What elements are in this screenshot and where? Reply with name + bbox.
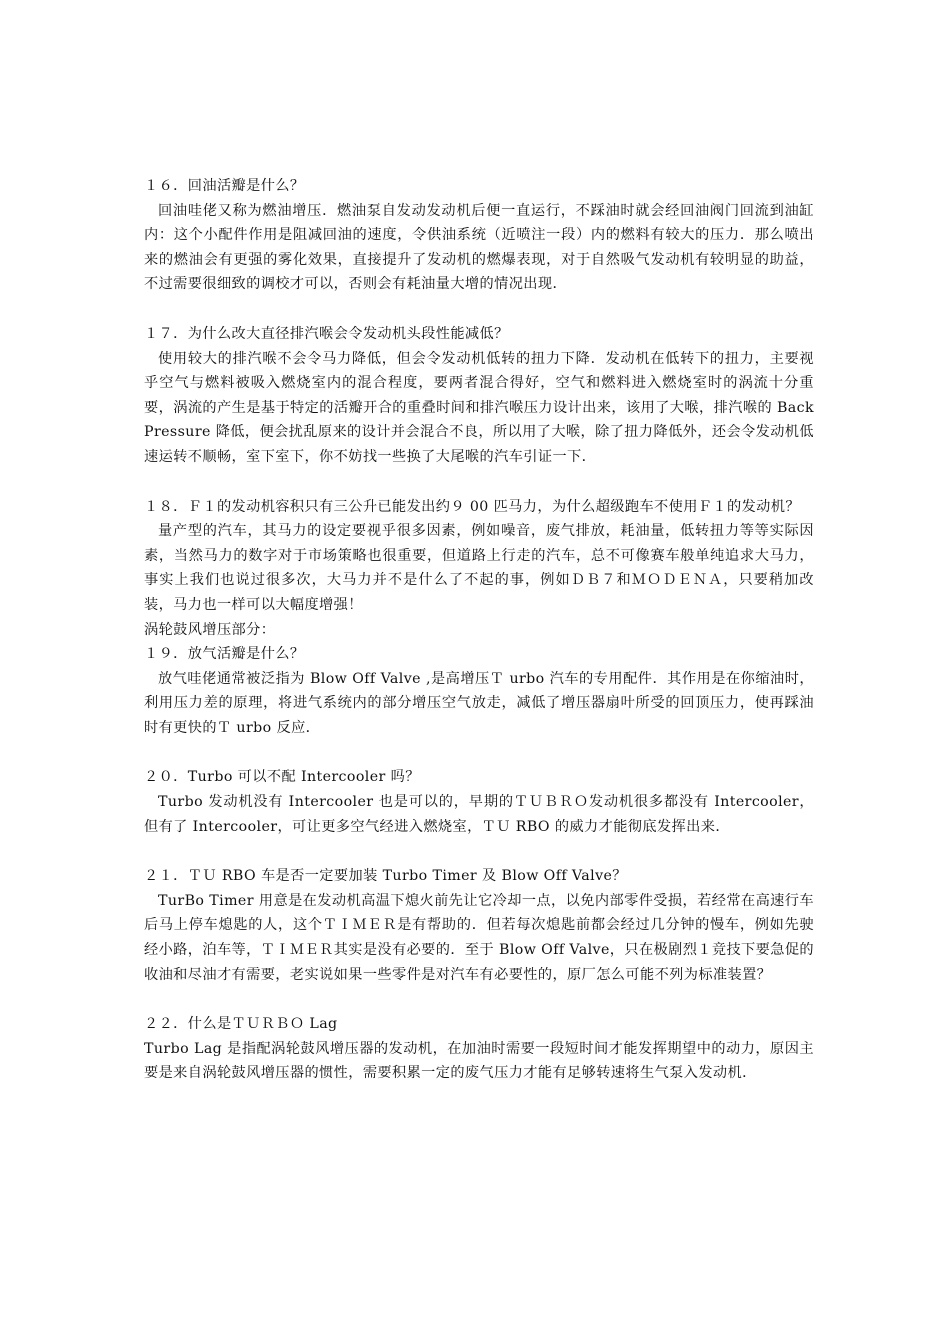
question-22: ２２．什么是ＴＵＲＢＯ Lag bbox=[144, 1016, 338, 1033]
question-19: １９．放气活瓣是什么？ bbox=[144, 646, 305, 663]
section-spacer bbox=[144, 987, 814, 1012]
section-20 bbox=[144, 765, 814, 839]
answer-16: 回油哇佬又称为燃油增压．燃油泵自发动发动机后便一直运行，不踩油时就会经回油阀门回流到油缸内：这个小配件作用是阻减回油的速度，令供油系统（近喷注一段）内的燃料有较大的压力．那么喷出来的燃油会有更强的雾化效果，直接提升了发动机的燃爆表现，对于自然吸气发动机有较明显的助益，不过需要很细致的调校才可以，否则会有耗油量大增的情况出现． bbox=[144, 202, 814, 293]
section-19 bbox=[144, 642, 814, 740]
document-page bbox=[144, 174, 814, 1086]
question-16: １６．回油活瓣是什么？ bbox=[144, 178, 305, 194]
answer-19: 放气哇佬通常被泛指为 Blow Off Valve ,是高增压Ｔ urbo 汽车的专用配件．其作用是在你缩油时，利用压力差的原理，将进气系统内的部分增压空气放走，减低了增压器扇叶所受的回顶压力，使再踩油时有更快的Ｔ urbo 反应． bbox=[144, 670, 814, 736]
answer-21: TurBo Timer 用意是在发动机高温下熄火前先让它冷却一点，以免内部零件受损，若经常在高速行车后马上停车熄匙的人，这个ＴＩＭＥＲ是有帮助的．但若每次熄匙前都会经过几分钟的慢车，例如先驶经小路，泊车等，ＴＩＭＥＲ其实是没有必要的．至于 Blow Off Valve，只在极剧烈１竞技下要急促的收油和尽油才有需要，老实说如果一些零件是对汽车有必要性的，原厂怎么可能不列为标准装置？ bbox=[144, 892, 814, 983]
section-spacer bbox=[144, 297, 814, 322]
question-18: １８．Ｆ１的发动机容积只有三公升已能发出约９ 00 匹马力，为什么超级跑车不使用Ｆ１的发动机？ bbox=[144, 498, 800, 515]
section-spacer bbox=[144, 839, 814, 864]
section-16 bbox=[144, 174, 814, 297]
section-spacer bbox=[144, 740, 814, 765]
section-21 bbox=[144, 864, 814, 987]
answer-18: 量产型的汽车，其马力的设定要视乎很多因素，例如噪音，废气排放，耗油量，低转扭力等等实际因素，当然马力的数字对于市场策略也很重要，但道路上行走的汽车，总不可像赛车般单纯追求大马力，事实上我们也说过很多次，大马力并不是什么了不起的事，例如ＤＢ７和ＭＯＤＥＮＡ，只要稍加改装，马力也一样可以大幅度增强！ bbox=[144, 523, 814, 613]
subsection-heading-turbo: 涡轮鼓风增压部分： bbox=[144, 621, 276, 638]
answer-22: Turbo Lag 是指配涡轮鼓风增压器的发动机，在加油时需要一段短时间才能发挥期望中的动力，原因主要是来自涡轮鼓风增压器的惯性，需要积累一定的废气压力才能有足够转速将生气泵入发动机． bbox=[144, 1040, 814, 1082]
section-17 bbox=[144, 322, 814, 470]
section-22 bbox=[144, 1012, 814, 1086]
question-20: ２０．Turbo 可以不配 Intercooler 吗？ bbox=[144, 769, 420, 786]
question-21: ２１．ＴＵ RBO 车是否一定要加装 Turbo Timer 及 Blow Off Valve？ bbox=[144, 868, 627, 885]
question-17: １７．为什么改大直径排汽喉会令发动机头段性能减低？ bbox=[144, 325, 509, 342]
section-18 bbox=[144, 495, 814, 643]
answer-20: Turbo 发动机没有 Intercooler 也是可以的，早期的ＴＵＢＲＯ发动机很多都没有 Intercooler，但有了 Intercooler，可让更多空气经进入燃烧室，ＴＵ RBO 的威力才能彻底发挥出来． bbox=[144, 794, 814, 835]
answer-17: 使用较大的排汽喉不会令马力降低，但会令发动机低转的扭力下降．发动机在低转下的扭力，主要视乎空气与燃料被吸入燃烧室内的混合程度，要两者混合得好，空气和燃料进入燃烧室时的涡流十分重要，涡流的产生是基于特定的活瓣开合的重叠时间和排汽喉压力设计出来，该用了大喉，排汽喉的 Back Pressure 降低，便会扰乱原来的设计并会混合不良，所以用了大喉，除了扭力降低外，还会令发动机低速运转不顺畅，室下室下，你不妨找一些换了大尾喉的汽车引证一下． bbox=[144, 350, 814, 465]
section-spacer bbox=[144, 470, 814, 495]
